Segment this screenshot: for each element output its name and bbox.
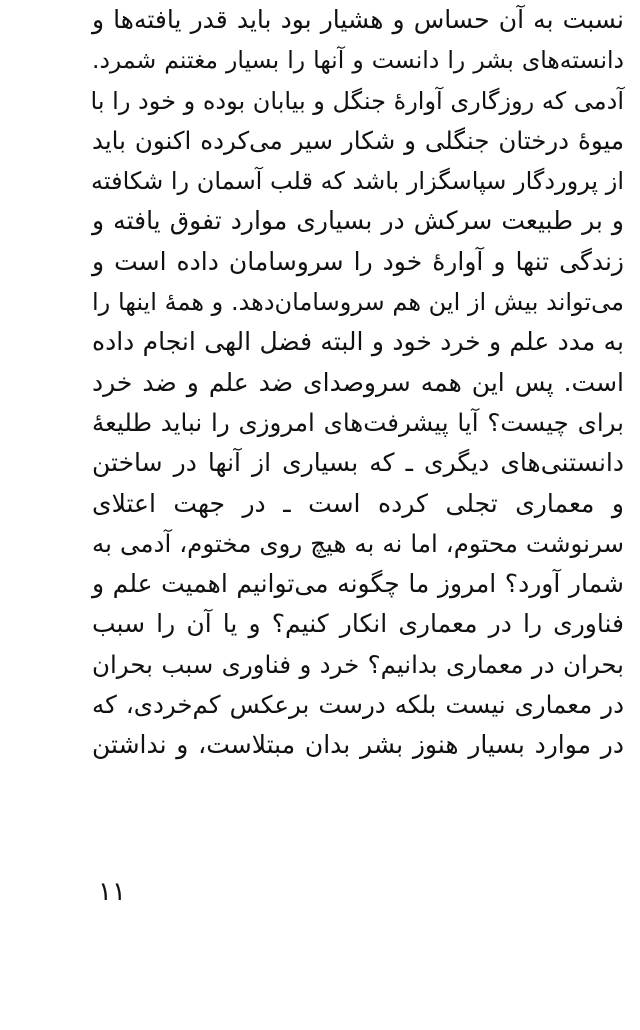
text-line: است. پس این همه سروصدای ضد علم و ضد خرد bbox=[92, 367, 624, 397]
text-line: زندگی تنها و آوارهٔ خود را سروسامان داده است و bbox=[92, 246, 624, 276]
page-number: ۱۱ bbox=[98, 877, 126, 907]
body-text bbox=[92, 0, 624, 766]
text-line: میوهٔ درختان جنگلی و شکار سیر می‌کرده اکنون باید bbox=[92, 125, 624, 155]
text-line: شمار آورد؟ امروز ما چگونه می‌توانیم اهمیت علم و bbox=[92, 569, 624, 599]
text-line: می‌تواند بیش از این هم سروسامان‌دهد. و همهٔ اینها را bbox=[92, 288, 624, 317]
text-line: در موارد بسیار هنوز بشر بدان مبتلاست، و نداشتن bbox=[92, 730, 624, 760]
text-line: در معماری نیست بلکه درست برعکس کم‌خردی، که bbox=[92, 690, 624, 720]
text-line: دانستنی‌های دیگری ـ که بسیاری از آنها در ساختن bbox=[92, 448, 624, 478]
text-line: برای چیست؟ آیا پیشرفت‌های امروزی را نباید طلیعهٔ bbox=[92, 407, 624, 437]
text-line: سرنوشت محتوم، اما نه به هیچ روی مختوم، آدمی به bbox=[92, 528, 624, 558]
text-line: و معماری تجلی کرده است ـ در جهت اعتلای bbox=[92, 488, 624, 518]
text-line: به مدد علم و خرد خود و البته فضل الهی انجام داده bbox=[92, 327, 624, 357]
text-line: دانسته‌های بشر را دانست و آنها را بسیار مغتنم شمرد. bbox=[92, 46, 624, 75]
text-line: فناوری را در معماری انکار کنیم؟ و یا آن را سبب bbox=[92, 609, 624, 639]
text-line: از پروردگار سپاسگزار باشد که قلب آسمان را شکافته bbox=[90, 167, 624, 196]
text-line: و بر طبیعت سرکش در بسیاری موارد تفوق یافته و bbox=[92, 206, 624, 236]
text-line: نسبت به آن حساس و هشیار بود باید قدر یافته‌ها و bbox=[92, 5, 624, 34]
text-line: بحران در معماری بدانیم؟ خرد و فناوری سبب بحران bbox=[92, 649, 624, 679]
text-line: آدمی که روزگاری آوارهٔ جنگل و بیابان بوده و خود را با bbox=[90, 86, 624, 115]
